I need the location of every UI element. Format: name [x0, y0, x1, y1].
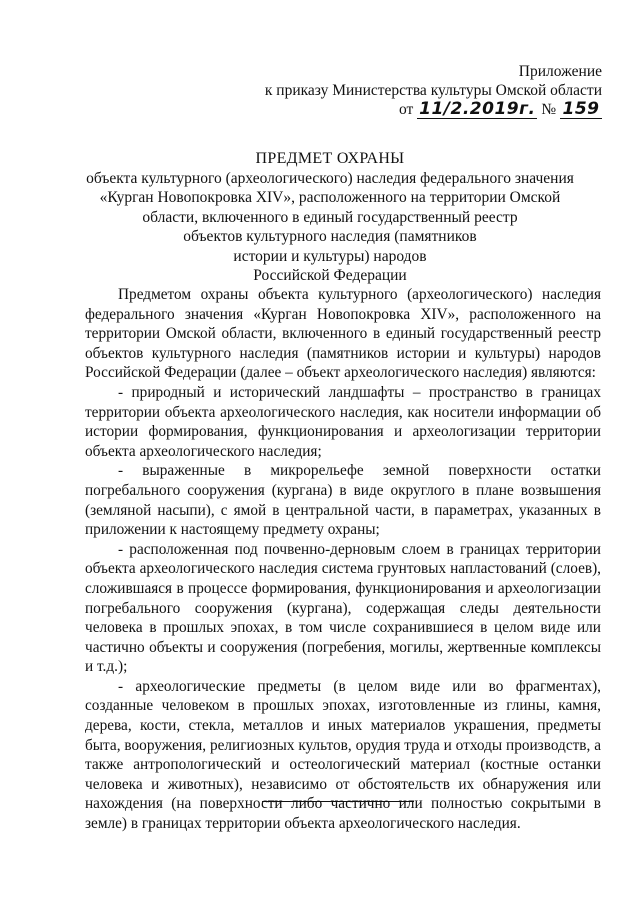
handwritten-order-number: 159: [560, 101, 602, 119]
appendix-header: [265, 62, 602, 119]
appendix-label: Приложение: [518, 63, 602, 80]
title-heading: ПРЕДМЕТ ОХРАНЫ: [255, 150, 405, 167]
end-separator-line: [262, 801, 414, 802]
list-item: - природный и исторический ландшафты – пространство в границах территории объекта археологического наследия, как носители информации об истории формирования, функционирования и археологизации территории объекта археологического наследия;: [85, 383, 601, 460]
order-date-number-line: [265, 100, 602, 119]
title-line: области, включенного в единый государственный реестр: [142, 208, 518, 226]
title-line: Российской Федерации: [253, 267, 407, 284]
document-body: [85, 285, 601, 834]
list-item: - выраженные в микрорельефе земной поверхности остатки погребального сооружения (кургана) в виде округлого в плане возвышения (земляной насыпи), с ямой в центральной части, в параметрах, указанных в приложении к настоящему предмету охраны;: [85, 462, 601, 539]
title-line: объектов культурного наследия (памятников: [183, 228, 477, 245]
number-sign: №: [541, 101, 557, 118]
title-subtitle: [80, 169, 580, 286]
intro-paragraph: Предметом охраны объекта культурного (археологического) наследия федерального значения «Курган Новопокровка XIV», расположенного на территории Омской области, включенного в единый государственный реестр объектов культурного наследия (памятников истории и культуры) народов Российской Федерации (далее – объект археологического наследия) являются:: [85, 286, 601, 382]
date-prefix: от: [398, 101, 414, 118]
title-line: истории и культуры) народов: [233, 247, 427, 265]
list-item: - археологические предметы (в целом виде или во фрагментах), созданные человеком в прошлых эпохах, изготовленные из глины, камня, дерева, кости, стекла, металлов и иных материалов украшения, предметы быта, вооружения, религиозных культов, орудия труда и отходы производств, а также антропологический и остеологический материал (костные останки человека и животных), независимо от обстоятельств их обнаружения или нахождения (на поверхности либо частично или полностью сокрытыми в земле) в границах территории объекта археологического наследия.: [85, 677, 601, 833]
list-item: - расположенная под почвенно-дерновым слоем в границах территории объекта археологического наследия система грунтовых напластований (слоев), сложившаяся в процессе формирования, функционирования и археологизации погребального сооружения (кургана), содержащая следы деятельности человека в прошлых эпохах, в том числе сохранившиеся в целом виде или частично объекты и сооружения (погребения, могилы, жертвенные комплексы и т.д.);: [85, 540, 601, 676]
title-line: «Курган Новопокровка XIV», расположенного на территории Омской: [99, 189, 561, 206]
handwritten-date: 11/2.2019г.: [419, 99, 536, 119]
document-title: [80, 149, 580, 286]
order-reference: к приказу Министерства культуры Омской области: [264, 82, 602, 99]
title-line: объекта культурного (археологического) наследия федерального значения: [86, 169, 574, 187]
